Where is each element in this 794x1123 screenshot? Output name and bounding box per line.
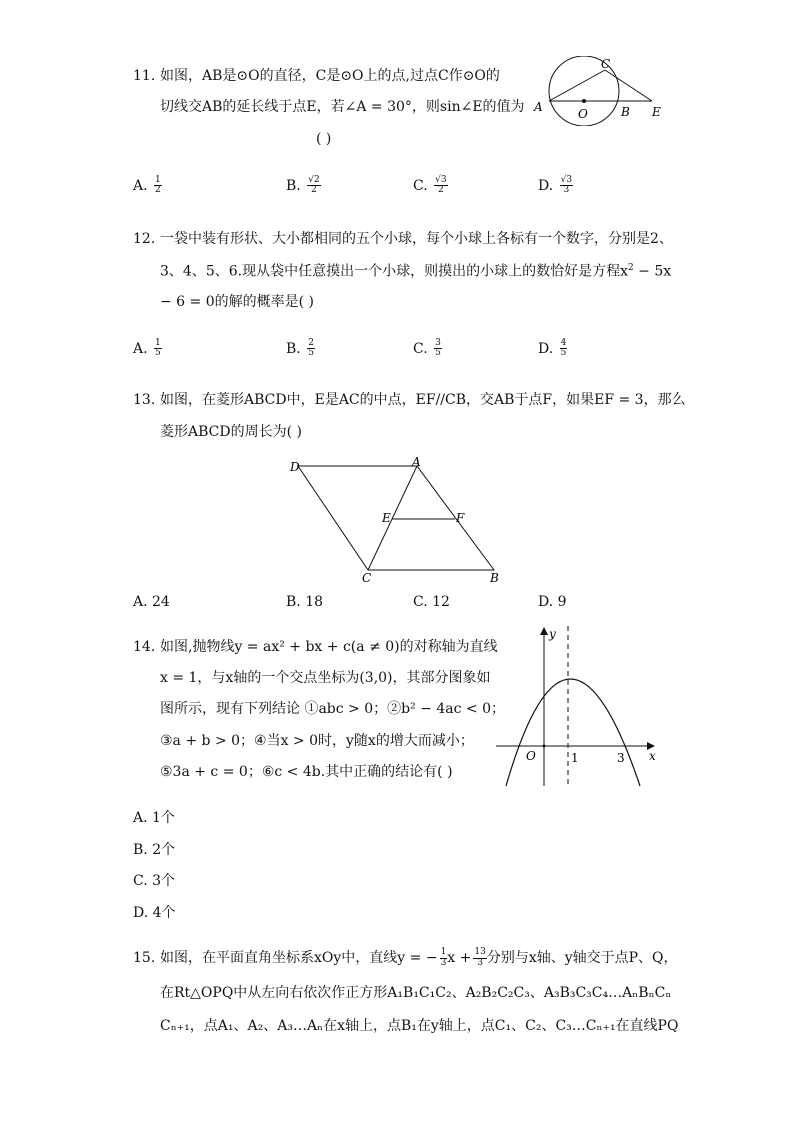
- q15-line1-frac2: [473, 948, 486, 968]
- q11-label-o: O: [578, 107, 588, 121]
- q11-number: 11.: [133, 68, 156, 84]
- q15-line1-end: 分别与x轴、y轴交于点P、Q，: [486, 950, 678, 966]
- q13-label-b: B: [490, 571, 499, 585]
- q12-option-d[interactable]: [538, 339, 567, 359]
- q12-line1: 一袋中装有形状、大小都相同的五个小球，每个小球上各标有一个数字，分别是2、: [160, 231, 673, 247]
- q15-line1-start: 如图，在平面直角坐标系xOy中，直线y = −: [160, 950, 438, 966]
- q13-option-a[interactable]: [133, 594, 170, 610]
- q14-option-c-letter: C.: [133, 873, 148, 889]
- q12-option-a-letter: A.: [133, 340, 148, 357]
- q13-line1: 如图，在菱形ABCD中，E是AC的中点，EF//CB，交AB于点F，如果EF = 3，那么: [160, 392, 686, 408]
- q14-option-b[interactable]: [133, 839, 175, 859]
- q11-option-c-fraction: [434, 176, 447, 196]
- q11-option-a-den: 2: [155, 185, 161, 196]
- q15-frac2-den: 3: [477, 957, 483, 968]
- q11-option-a[interactable]: [133, 176, 162, 196]
- q14-line4: ③a + b > 0；④当x > 0时，y随x的增大而减小；: [160, 733, 474, 749]
- q13-diagonal-ac: [368, 466, 417, 570]
- q13-option-b-letter: B.: [286, 594, 301, 610]
- q13-option-a-text: 24: [152, 594, 170, 610]
- q13-option-d-text: 9: [557, 594, 567, 610]
- q11-label-c: C: [601, 57, 611, 71]
- q11-tangent-ce: [605, 70, 652, 101]
- q13-label-f: F: [456, 511, 465, 525]
- q11-option-c-num: √3: [435, 175, 447, 185]
- q15-line1: [160, 947, 678, 969]
- q14-option-d-text: 4个: [152, 905, 176, 921]
- q12-option-b-letter: B.: [286, 340, 301, 357]
- q14-parabola-figure: [494, 622, 664, 788]
- q12-number: 12.: [133, 231, 156, 247]
- q14-option-c-text: 3个: [152, 873, 176, 889]
- q13-option-a-letter: A.: [133, 594, 148, 610]
- q14-option-b-letter: B.: [133, 842, 148, 858]
- q11-option-c-den: 2: [437, 185, 444, 196]
- q11-option-d-den: 3: [563, 185, 570, 196]
- q12-line3: − 6 = 0的解的概率是( ): [160, 294, 314, 310]
- q11-answer-paren: ( ): [316, 131, 332, 147]
- q13-option-b-text: 18: [305, 594, 324, 610]
- q12-option-a-den: 5: [155, 348, 161, 359]
- q14-option-d[interactable]: [133, 902, 176, 922]
- q11-label-b: B: [621, 105, 630, 119]
- q11-option-b-num: √2: [308, 175, 320, 185]
- q11-option-a-letter: A.: [133, 177, 148, 194]
- q12-option-b-den: 5: [308, 348, 314, 359]
- q13-label-d: D: [290, 460, 300, 474]
- q12-option-b-num: 2: [308, 338, 314, 348]
- q14-option-a-text: 1个: [152, 810, 175, 826]
- q13-rhombus: [298, 466, 494, 570]
- q13-label-c: C: [362, 571, 372, 585]
- q12-line2-text: 3、4、5、6.现从袋中任意摸出一个小球，则摸出的小球上的数恰好是方程x: [160, 263, 628, 280]
- q14-label-x: x: [649, 749, 656, 763]
- q14-origin-dot: [543, 745, 546, 748]
- q11-option-c-letter: C.: [413, 177, 428, 194]
- q12-option-c-fraction: [434, 339, 442, 359]
- q14-option-a-letter: A.: [133, 810, 148, 826]
- q15-line2: 在Rt△OPQ中从左向右依次作正方形A₁B₁C₁C₂、A₂B₂C₂C₃、A₃B₃C₃C₄…AₙBₙCₙ: [160, 985, 672, 1001]
- q13-label-a: A: [412, 455, 421, 469]
- q13-line2: 菱形ABCD的周长为( ): [160, 424, 302, 440]
- q11-option-d-letter: D.: [538, 177, 554, 194]
- q11-option-a-fraction: [154, 176, 162, 196]
- q11-option-b[interactable]: [286, 176, 321, 196]
- q14-label-y: y: [549, 627, 556, 641]
- q13-number: 13.: [133, 392, 156, 408]
- q12-option-b-fraction: [307, 339, 315, 359]
- q12-option-c-den: 5: [435, 348, 441, 359]
- q11-option-a-num: 1: [155, 175, 161, 185]
- q11-option-d-fraction: [560, 176, 573, 196]
- q11-chord-ac: [549, 70, 605, 101]
- q11-option-b-fraction: [307, 176, 320, 196]
- q13-option-c-letter: C.: [413, 594, 428, 610]
- q12-option-d-fraction: [560, 339, 568, 359]
- q12-option-a[interactable]: [133, 339, 162, 359]
- q11-label-e: E: [652, 105, 661, 119]
- q14-option-d-letter: D.: [133, 905, 149, 921]
- q12-option-b[interactable]: [286, 339, 315, 359]
- q15-line3: Cₙ₊₁，点A₁、A₂、A₃…Aₙ在x轴上，点B₁在y轴上，点C₁、C₂、C₃…Cₙ₊₁在直线PQ: [160, 1018, 679, 1034]
- q13-option-c[interactable]: [413, 594, 450, 610]
- q13-option-c-text: 12: [432, 594, 450, 610]
- q15-frac1-num: 1: [440, 947, 447, 958]
- q11-circle-figure: [528, 56, 668, 126]
- q12-option-d-num: 4: [560, 338, 567, 348]
- q11-line1: 如图，AB是⊙O的直径，C是⊙O上的点,过点C作⊙O的: [160, 68, 500, 84]
- q14-line2: x = 1，与x轴的一个交点坐标为(3,0)，其部分图象如: [160, 670, 491, 686]
- q12-line2-end: − 5x: [633, 263, 672, 280]
- q14-label-o: O: [526, 749, 536, 763]
- q14-line3: 图所示，现有下列结论 ①abc > 0；②b² − 4ac < 0；: [160, 701, 505, 717]
- q14-parabola-curve: [506, 679, 640, 786]
- q14-label-1: 1: [571, 751, 579, 765]
- q11-option-c[interactable]: [413, 176, 448, 196]
- q11-option-b-den: 2: [311, 185, 317, 196]
- q12-line2-sup: 2: [627, 263, 634, 273]
- q13-label-e: E: [382, 511, 391, 525]
- q14-line1: 如图,抛物线y = ax² + bx + c(a ≠ 0)的对称轴为直线: [160, 639, 498, 655]
- q15-frac2-num: 13: [474, 947, 486, 958]
- q14-option-c[interactable]: [133, 870, 175, 890]
- q12-option-d-den: 5: [560, 348, 567, 359]
- q13-option-d-letter: D.: [538, 594, 554, 610]
- q13-option-b[interactable]: [286, 594, 323, 610]
- q12-line2: [160, 264, 671, 279]
- q11-center-dot: [582, 99, 586, 103]
- q11-option-d-num: √3: [560, 175, 573, 185]
- q12-option-c-num: 3: [435, 338, 441, 348]
- q12-option-d-letter: D.: [538, 340, 554, 357]
- q11-label-a: A: [534, 100, 543, 114]
- q12-option-c-letter: C.: [413, 340, 428, 357]
- q11-line2: 切线交AB的延长线于点E，若∠A = 30°，则sin∠E的值为: [160, 99, 525, 115]
- q14-number: 14.: [133, 639, 156, 655]
- q14-option-b-text: 2个: [152, 842, 176, 858]
- q12-option-a-fraction: [154, 339, 162, 359]
- q15-number: 15.: [133, 950, 156, 966]
- q14-line5: ⑤3a + c = 0；⑥c < 4b.其中正确的结论有( ): [160, 764, 453, 780]
- q12-option-c[interactable]: [413, 339, 442, 359]
- q13-rhombus-figure: [284, 454, 510, 586]
- q11-option-d[interactable]: [538, 176, 573, 196]
- q12-option-a-num: 1: [155, 338, 161, 348]
- q14-option-a[interactable]: [133, 807, 175, 827]
- q13-option-d[interactable]: [538, 594, 567, 610]
- q15-line1-mid: x +: [447, 950, 472, 966]
- q15-frac1-den: 3: [440, 957, 447, 968]
- q11-option-b-letter: B.: [286, 177, 301, 194]
- q14-label-3: 3: [617, 751, 625, 765]
